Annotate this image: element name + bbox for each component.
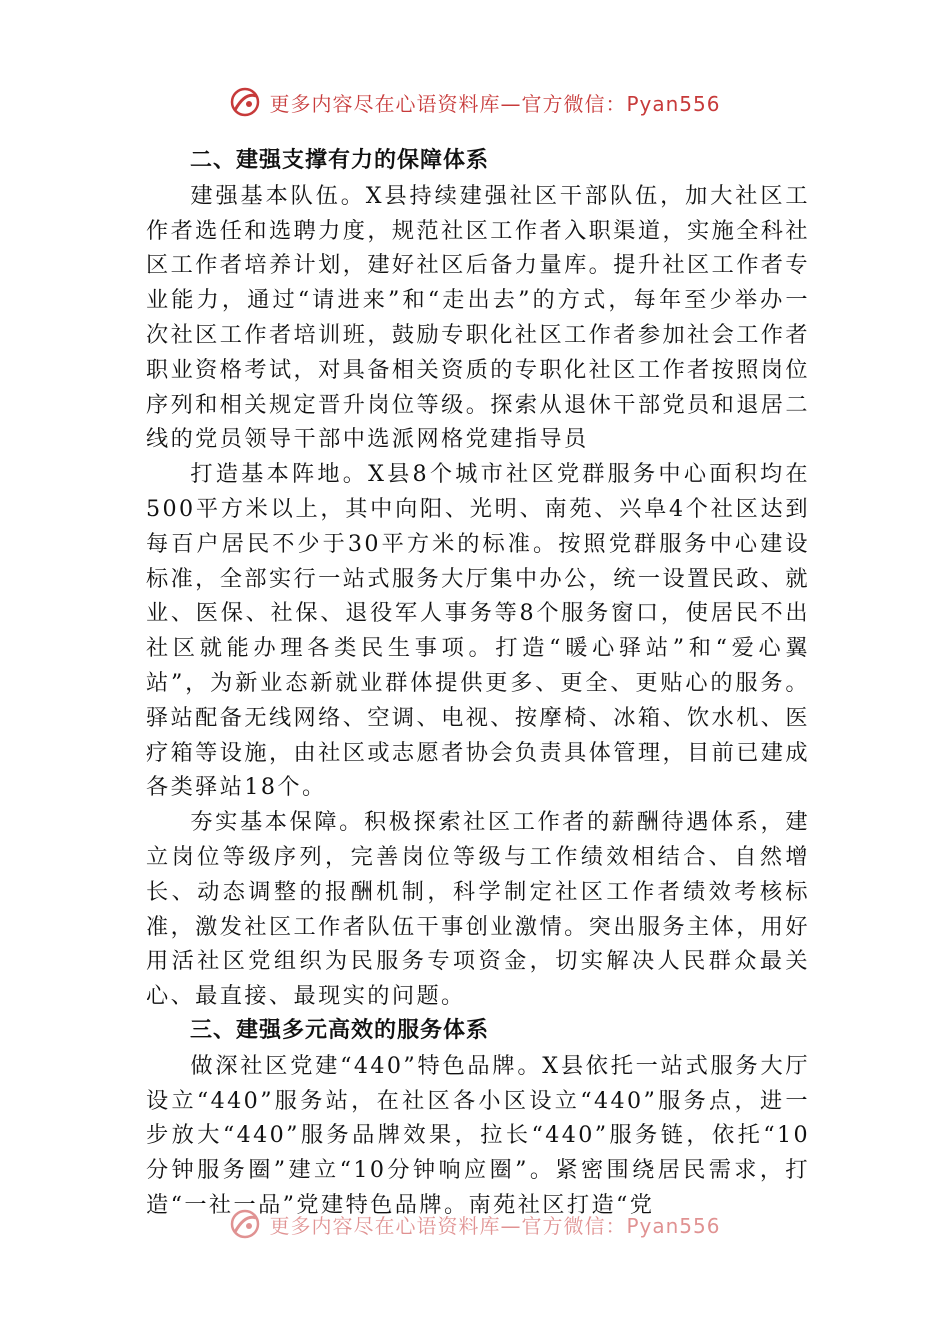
paragraph-position: 打造基本阵地。X县8个城市社区党群服务中心面积均在500平方米以上，其中向阳、光明、南苑、兴阜4个社区达到每百户居民不少于30平方米的标准。按照党群服务中心建设标准，全部实行一站式服务大厅集中办公，统一设置民政、就业、医保、社保、退役军人事务等8个服务窗口，使居民不出社区就能办理各类民生事项。打造“暖心驿站”和“爱心翼站”，为新业态新就业群体提供更多、更全、更贴心的服务。驿站配备无线网络、空调、电视、按摩椅、冰箱、饮水机、医疗箱等设施，由社区或志愿者协会负责具体管理，目前已建成各类驿站18个。 [146,461,810,801]
paragraph-guarantee: 夯实基本保障。积极探索社区工作者的薪酬待遇体系，建立岗位等级序列，完善岗位等级与工作绩效相结合、自然增长、动态调整的报酬机制，科学制定社区工作者绩效考核标准，激发社区工作者队伍干事创业激情。突出服务主体，用好用活社区党组织为民服务专项资金，切实解决人民群众最关心、最直接、最现实的问题。 [146,809,810,1010]
section-heading-2: 二、建强支撑有力的保障体系 [190,148,490,173]
footer-watermark [0,1204,950,1244]
seal-logo-icon [229,86,261,118]
document-body [146,144,810,1223]
paragraph-team: 建强基本队伍。X县持续建强社区干部队伍，加大社区工作者选任和选聘力度，规范社区工作者入职渠道，实施全科社区工作者培养计划，建好社区后备力量库。提升社区工作者专业能力，通过“请进来”和“走出去”的方式，每年至少举办一次社区工作者培训班，鼓励专职化社区工作者参加社会工作者职业资格考试，对具备相关资质的专职化社区工作者按照岗位序列和相关规定晋升岗位等级。探索从退休干部党员和退居二线的党员领导干部中选派网格党建指导员 [146,182,810,453]
seal-logo-icon [229,1208,261,1240]
paragraph-brand: 做深社区党建“440”特色品牌。X县依托一站式服务大厅设立“440”服务站，在社区各小区设立“440”服务点，进一步放大“440”服务品牌效果，拉长“440”服务链，依托“10分钟服务圈”建立“10分钟响应圈”。紧密围绕居民需求，打造“一社一品”党建特色品牌。南苑社区打造“党 [146,1052,810,1218]
watermark-text: 更多内容尽在心语资料库—官方微信：Pyan556 [269,91,721,116]
watermark-text: 更多内容尽在心语资料库—官方微信：Pyan556 [269,1213,721,1238]
section-heading-3: 三、建强多元高效的服务体系 [190,1017,490,1043]
header-watermark [0,82,950,122]
